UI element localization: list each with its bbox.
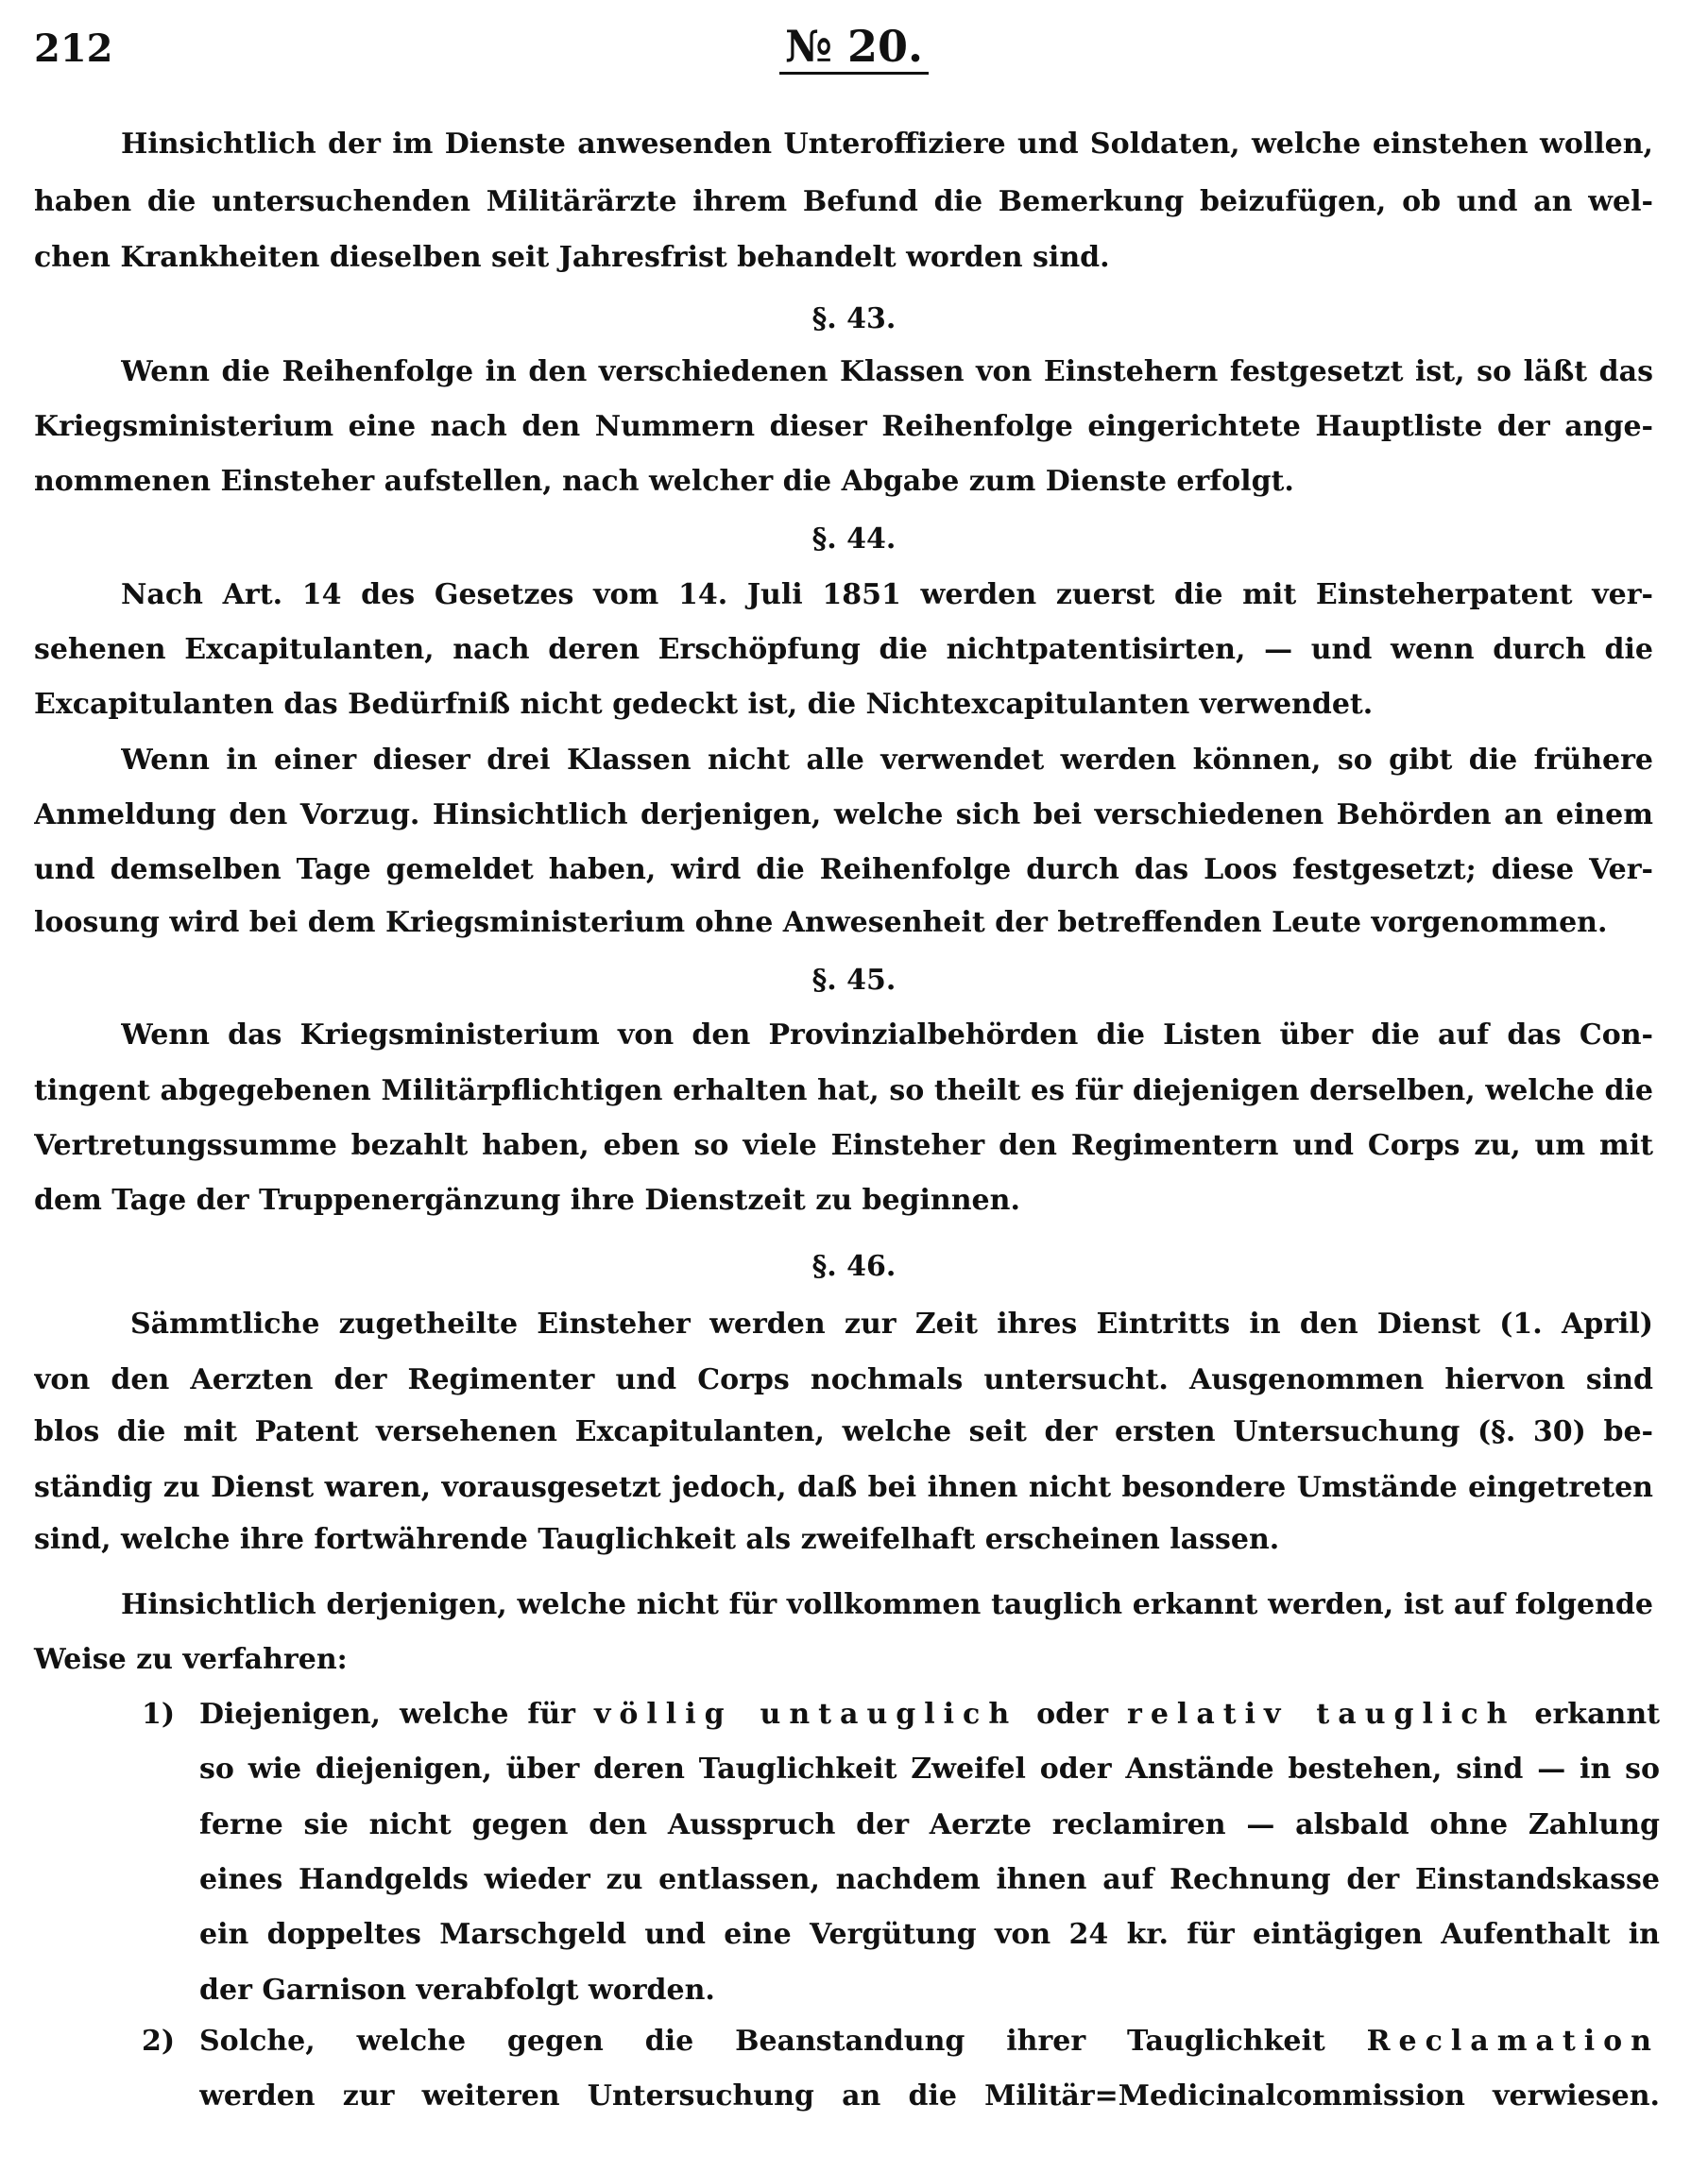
text-line: Excapitulanten das Bedürfniß nicht gedeckt ist, die Nichtexcapitulanten verwendet.: [34, 688, 1374, 721]
section-heading-43: §. 43.: [811, 302, 897, 335]
text-line: werden zur weiteren Untersuchung an die Militär=Medicinalcommission verwiesen.: [199, 2079, 1660, 2113]
text-line: chen Krankheiten dieselben seit Jahresfrist behandelt worden sind.: [34, 241, 1110, 274]
text-line: Weise zu verfahren:: [34, 1643, 348, 1676]
section-heading-45: §. 45.: [811, 964, 897, 997]
issue-number: [0, 21, 1708, 72]
text-line: blos die mit Patent versehenen Excapitulanten, welche seit der ersten Untersuchung (§. 30) be-: [34, 1415, 1653, 1448]
text-segment: Solche, welche gegen die Beanstandung ihrer Tauglichkeit: [199, 2025, 1325, 2058]
text-line: Wenn in einer dieser drei Klassen nicht alle verwendet werden können, so gibt die frühere: [121, 744, 1653, 777]
text-line: Anmeldung den Vorzug. Hinsichtlich derjenigen, welche sich bei verschiedenen Behörden an einem: [34, 798, 1653, 831]
spaced-emphasis: völlig untauglich: [593, 1698, 1018, 1731]
text-line: so wie diejenigen, über deren Tauglichkeit Zweifel oder Anstände bestehen, sind — in so: [199, 1753, 1660, 1786]
list-item-number: 2): [142, 2025, 176, 2058]
text-line: eines Handgelds wieder zu entlassen, nachdem ihnen auf Rechnung der Einstandskasse: [199, 1863, 1660, 1896]
text-line: sind, welche ihre fortwährende Tauglichkeit als zweifelhaft erscheinen lassen.: [34, 1523, 1280, 1556]
text-line: ständig zu Dienst waren, vorausgesetzt jedoch, daß bei ihnen nicht besondere Umstände eingetreten: [34, 1471, 1653, 1504]
text-line: Hinsichtlich derjenigen, welche nicht für vollkommen tauglich erkannt werden, ist auf folgende: [121, 1588, 1653, 1621]
issue-number-text: № 20.: [779, 21, 929, 75]
text-line: ferne sie nicht gegen den Ausspruch der Aerzte reclamiren — alsbald ohne Zahlung: [199, 1808, 1660, 1841]
text-segment: oder: [1036, 1698, 1109, 1731]
list-item-number: 1): [142, 1698, 176, 1731]
text-line: ein doppeltes Marschgeld und eine Vergütung von 24 kr. für eintägigen Aufenthalt in: [199, 1918, 1660, 1951]
spaced-emphasis: relativ tauglich: [1127, 1698, 1516, 1731]
text-segment: Diejenigen, welche für: [199, 1698, 575, 1731]
page-number: 212: [34, 26, 113, 71]
text-line: Kriegsministerium eine nach den Nummern dieser Reihenfolge eingerichtete Hauptliste der ange-: [34, 410, 1653, 443]
text-line: sehenen Excapitulanten, nach deren Erschöpfung die nichtpatentisirten, — und wenn durch die: [34, 633, 1653, 666]
text-line: von den Aerzten der Regimenter und Corps nochmals untersucht. Ausgenommen hiervon sind: [34, 1363, 1653, 1396]
text-line: und demselben Tage gemeldet haben, wird die Reihenfolge durch das Loos festgesetzt; diese Ver-: [34, 853, 1653, 886]
text-line: Nach Art. 14 des Gesetzes vom 14. Juli 1851 werden zuerst die mit Einsteherpatent ver-: [121, 578, 1653, 611]
text-line: dem Tage der Truppenergänzung ihre Dienstzeit zu beginnen.: [34, 1184, 1020, 1217]
text-line: tingent abgegebenen Militärpflichtigen erhalten hat, so theilt es für diejenigen derselben, welche die: [34, 1074, 1653, 1107]
text-line: loosung wird bei dem Kriegsministerium ohne Anwesenheit der betreffenden Leute vorgenommen.: [34, 906, 1608, 939]
section-heading-44: §. 44.: [811, 522, 897, 556]
text-line: Wenn das Kriegsministerium von den Provinzialbehörden die Listen über die auf das Con-: [121, 1018, 1653, 1052]
text-line: haben die untersuchenden Militärärzte ihrem Befund die Bemerkung beizufügen, ob und an wel-: [34, 185, 1653, 218]
list-item-first-line: [199, 1687, 1660, 1742]
spaced-emphasis: Reclamation: [1366, 2025, 1660, 2058]
section-heading-46: §. 46.: [811, 1250, 897, 1283]
text-line: Vertretungssumme bezahlt haben, eben so viele Einsteher den Regimentern und Corps zu, um mit: [34, 1129, 1653, 1162]
text-line: der Garnison verabfolgt worden.: [199, 1974, 715, 2007]
text-segment: erkannt: [1534, 1698, 1660, 1731]
list-item-first-line: [199, 2014, 1660, 2069]
text-line: nommenen Einsteher aufstellen, nach welcher die Abgabe zum Dienste erfolgt.: [34, 465, 1294, 498]
text-line: Hinsichtlich der im Dienste anwesenden Unteroffiziere und Soldaten, welche einstehen wollen,: [121, 128, 1653, 161]
text-line: Wenn die Reihenfolge in den verschiedenen Klassen von Einstehern festgesetzt ist, so läßt das: [121, 355, 1653, 388]
text-line: Sämmtliche zugetheilte Einsteher werden zur Zeit ihres Eintritts in den Dienst (1. April): [130, 1308, 1653, 1341]
